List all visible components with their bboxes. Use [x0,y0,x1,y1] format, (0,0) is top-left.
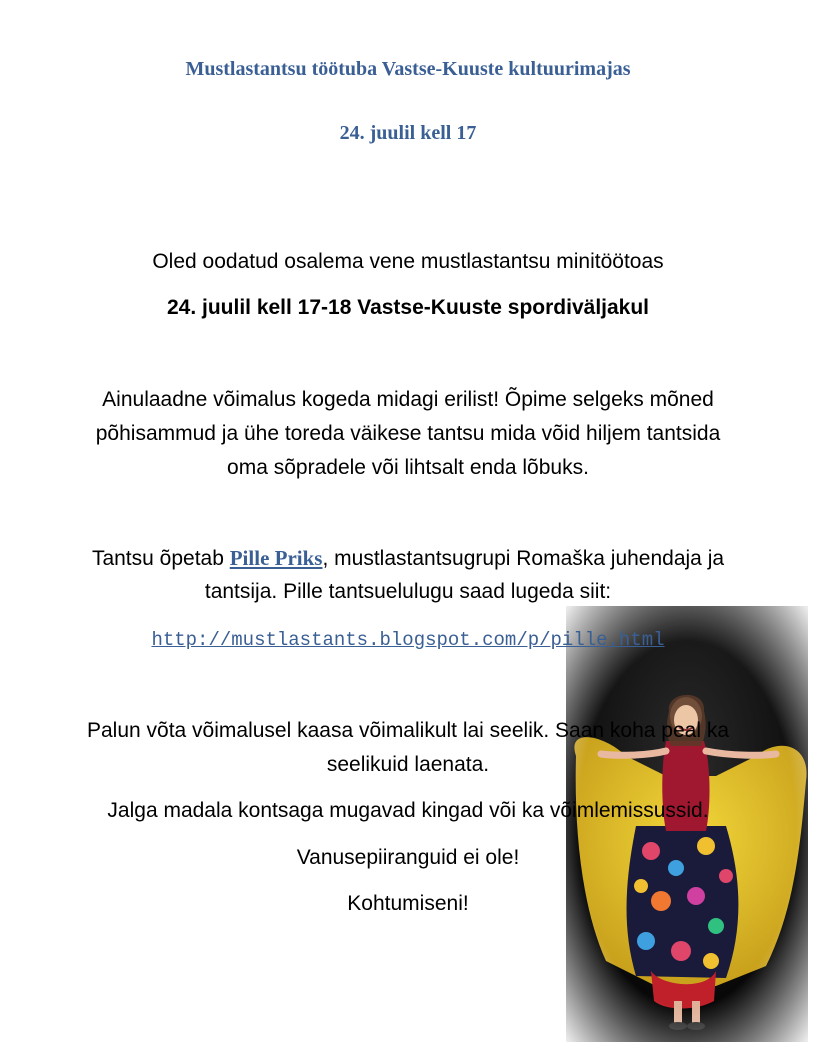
blog-link-row [0,623,816,656]
notes-line-3: Jalga madala kontsaga mugavad kingad või ka võimlemissussid. [107,799,709,822]
blog-url-link[interactable]: http://mustlastants.blogspot.com/p/pille.html [151,629,665,651]
teacher-name-link[interactable]: Pille Priks [229,546,323,570]
page-title: Mustlastantsu töötuba Vastse-Kuuste kultuurimajas [185,58,631,80]
about-line-1: Ainulaadne võimalus kogeda midagi erilist! Õpime selgeks mõned [102,388,714,411]
notes-line-2: seelikuid laenata. [326,753,490,776]
intro-text: Oled oodatud osalema vene mustlastantsu minitöötoas [152,250,664,273]
notes-line-5: Kohtumiseni! [347,892,469,915]
teacher-prefix: Tantsu õpetab [91,547,230,570]
notes-line-1: Palun võta võimalusel kaasa võimalikult lai seelik. Saan koha peal ka [86,719,730,742]
about-line-3: oma sõpradele või lihtsalt enda lõbuks. [227,456,589,479]
teacher-line-1 [0,542,816,575]
event-time-place: 24. juulil kell 17-18 Vastse-Kuuste spordiväljakul [166,296,650,319]
teacher-suffix: , mustlastantsugrupi Romaška juhendaja ja [322,547,725,570]
notes-line-4: Vanusepiiranguid ei ole! [296,846,520,869]
event-date-heading: 24. juulil kell 17 [339,122,477,144]
teacher-line-2: tantsija. Pille tantsuelulugu saad lugeda siit: [204,580,612,603]
about-line-2: põhisammud ja ühe toreda väikese tantsu mida võid hiljem tantsida [95,422,721,445]
